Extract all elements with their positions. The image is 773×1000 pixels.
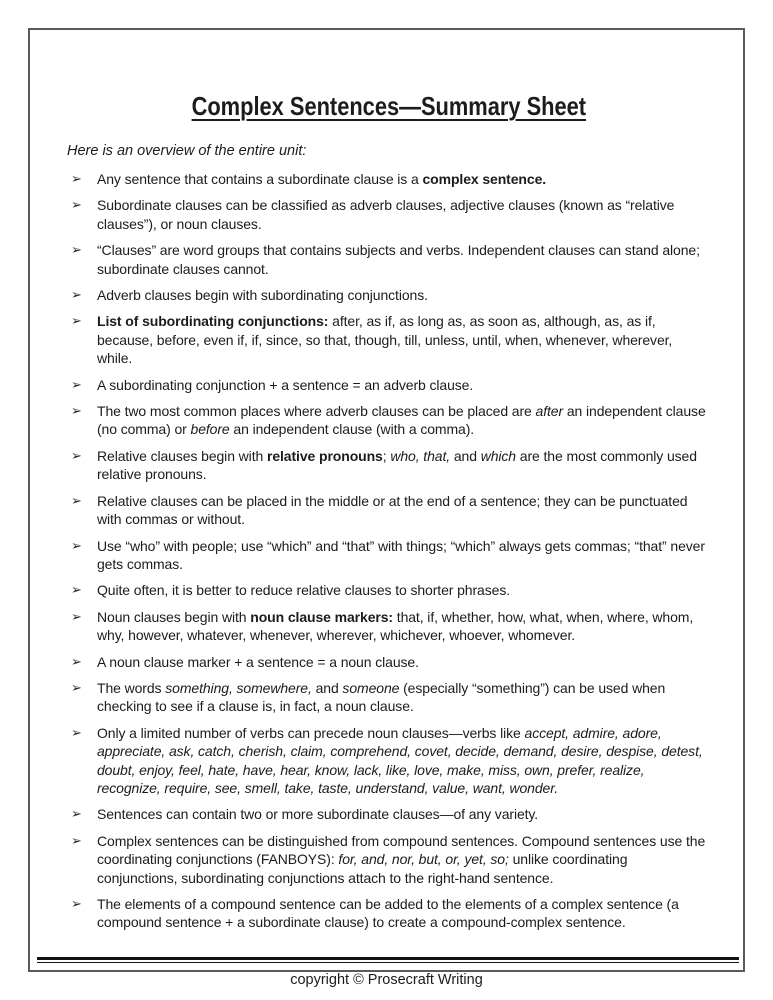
arrow-bullet-icon: ➢	[71, 608, 82, 624]
bullet-text: Relative clauses can be placed in the middle or at the end of a sentence; they can be punctuated with commas or without.	[97, 492, 688, 528]
arrow-bullet-icon: ➢	[71, 376, 82, 392]
bullet-text: The elements of a compound sentence can be added to the elements of a complex sentence (a compound sentence + a subordinate clause) to create a compound-complex sentence.	[97, 896, 679, 931]
bullet-text: Complex sentences can be distinguished from compound sentences. Compound sentences use the coordinating conjunctions (FANBOYS): for, and, nor, but, or, yet, so; unlike coordinating conjunctions, subordinating conjunctions attach to the right-hand sentence.	[97, 832, 706, 886]
arrow-bullet-icon: ➢	[71, 313, 82, 329]
arrow-bullet-icon: ➢	[71, 582, 82, 598]
bullet-text: Quite often, it is better to reduce relative clauses to shorter phrases.	[97, 582, 511, 599]
arrow-bullet-icon: ➢	[71, 171, 82, 186]
list-item	[71, 581, 711, 599]
arrow-bullet-icon: ➢	[71, 403, 82, 419]
list-item	[71, 895, 711, 932]
footer-rule	[37, 957, 739, 963]
bullet-list	[67, 170, 711, 932]
bullet-text: Any sentence that contains a subordinate clause is a complex sentence.	[97, 171, 547, 187]
arrow-bullet-icon: ➢	[71, 806, 82, 822]
bullet-text: Use “who” with people; use “which” and “that” with things; “which” always gets commas; “that” never gets commas.	[97, 537, 705, 572]
list-item	[71, 724, 711, 798]
copyright-text: copyright © Prosecraft Writing	[290, 972, 483, 988]
list-item	[71, 447, 711, 484]
arrow-bullet-icon: ➢	[71, 896, 82, 911]
bullet-text: Only a limited number of verbs can precede noun clauses—verbs like accept, admire, adore, appreciate, ask, catch, cherish, claim, comprehend, covet, decide, demand, desire, despise, detest, doubt, enjoy, feel, hate, have, hear, know, lack, like, love, make, miss, own, prefer, realize, recognize, require, see, smell, take, taste, understand, value, want, wonder.	[97, 724, 703, 796]
list-item	[71, 241, 711, 278]
arrow-bullet-icon: ➢	[71, 653, 82, 669]
bullet-text: Adverb clauses begin with subordinating conjunctions.	[97, 287, 428, 304]
list-item	[71, 832, 711, 887]
bullet-text: “Clauses” are word groups that contains subjects and verbs. Independent clauses can stand alone; subordinate clauses cannot.	[97, 242, 700, 277]
arrow-bullet-icon: ➢	[71, 537, 82, 553]
arrow-bullet-icon: ➢	[71, 287, 82, 303]
bullet-text: Sentences can contain two or more subordinate clauses—of any variety.	[97, 806, 539, 823]
list-item	[71, 653, 711, 671]
page-title-text: Complex Sentences—Summary Sheet	[191, 91, 587, 121]
list-item	[71, 608, 711, 645]
list-item	[71, 402, 711, 439]
bullet-text: Subordinate clauses can be classified as adverb clauses, adjective clauses (known as “relative clauses”), or noun clauses.	[97, 197, 675, 232]
bullet-text: A noun clause marker + a sentence = a noun clause.	[97, 653, 419, 670]
intro-text: Here is an overview of the entire unit:	[67, 143, 307, 159]
arrow-bullet-icon: ➢	[71, 832, 82, 848]
list-item	[71, 196, 711, 233]
bullet-text: The two most common places where adverb clauses can be placed are after an independent clause (no comma) or before an independent clause (with a comma).	[97, 403, 706, 438]
bullet-text: Noun clauses begin with noun clause markers: that, if, whether, how, what, when, where, whom, why, however, whatever, whenever, wherever, whichever, whoever, whomever.	[97, 608, 694, 644]
bullet-text: List of subordinating conjunctions: after, as if, as long as, as soon as, although, as, as if, because, before, even if, if, since, so that, though, till, unless, until, when, whenever, wherever, while.	[97, 313, 673, 367]
list-item	[71, 376, 711, 394]
page-title	[67, 92, 711, 120]
arrow-bullet-icon: ➢	[71, 242, 82, 258]
list-item	[71, 492, 711, 529]
bullet-text: A subordinating conjunction + a sentence = an adverb clause.	[97, 376, 474, 393]
page-content	[28, 28, 745, 972]
arrow-bullet-icon: ➢	[71, 447, 82, 463]
list-item	[71, 312, 711, 367]
arrow-bullet-icon: ➢	[71, 197, 82, 213]
arrow-bullet-icon: ➢	[71, 724, 82, 740]
bullet-text: Relative clauses begin with relative pronouns; who, that, and which are the most commonly used relative pronouns.	[97, 447, 697, 483]
list-item	[71, 286, 711, 304]
list-item	[71, 679, 711, 716]
bullet-text: The words something, somewhere, and someone (especially “something”) can be used when checking to see if a clause is, in fact, a noun clause.	[97, 679, 666, 715]
arrow-bullet-icon: ➢	[71, 679, 82, 695]
list-item	[71, 170, 711, 188]
list-item	[71, 805, 711, 823]
arrow-bullet-icon: ➢	[71, 492, 82, 508]
list-item	[71, 537, 711, 574]
